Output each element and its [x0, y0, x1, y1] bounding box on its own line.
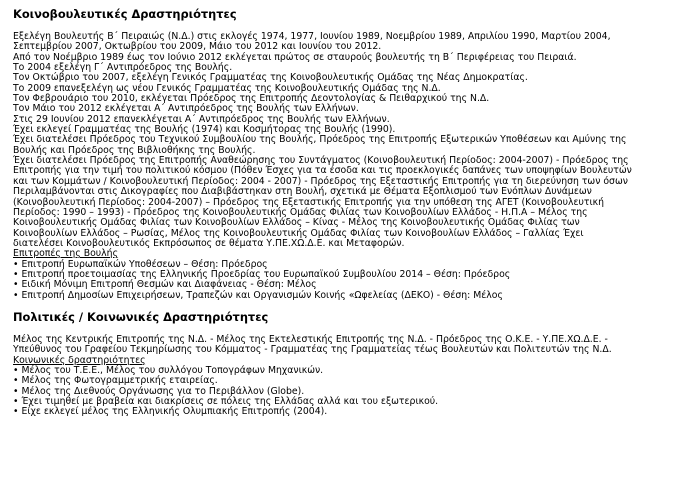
parliament-committees-list — [13, 260, 693, 301]
list-item: • Ειδική Μόνιμη Επιτροπή Θεσμών και Διαφάνειας - Θέση: Μέλος — [13, 280, 693, 290]
text-line: Στις 29 Ιουνίου 2012 επανεκλέγεται Α΄ Αντιπρόεδρος της Βουλής των Ελλήνων. — [13, 113, 390, 125]
list-item: • Είχε εκλεγεί μέλος της Ελληνικής Ολυμπιακής Επιτροπής (2004). — [13, 407, 693, 417]
list-item: • Επιτροπή Δημοσίων Επιχειρήσεων, Τραπεζών και Οργανισμών Κοινής «Ωφελείας (ΔΕΚΟ) - Θέση: Μέλος — [13, 291, 693, 301]
parliament-committees-subheading: Επιτροπές της Βουλής — [13, 248, 119, 260]
text-line: Μέλος της Κεντρικής Επιτροπής της Ν.Δ. - Μέλος της Εκτελεστικής Επιτροπής της Ν.Δ. - Πρόεδρος της Ο.Κ.Ε. - Υ.ΠΕ.ΧΩ.Δ.Ε. - — [13, 333, 608, 345]
text-line: διατελέσει Κοινοβουλευτικός Εκπρόσωπος σε θέματα Υ.ΠΕ.ΧΩ.Δ.Ε. και Μεταφορών. — [13, 237, 405, 249]
text-line: Κοινοβουλίων Ελλάδος – Ρωσίας, Μέλος της Κοινοβουλευτικής Ομάδας Φιλίας των Κοινοβουλίων Ελλάδος – Γαλλίας Έχει — [13, 227, 584, 239]
parliamentary-activities-heading: Κοινοβουλευτικές Δραστηριότητες — [13, 7, 237, 21]
political-social-activities-text — [13, 335, 693, 356]
parliamentary-activities-text — [13, 32, 693, 249]
text-line: Κοινοβουλευτικής Ομάδας Φιλίας των Κοινοβουλίων Ελλάδος – Κίνας - Μέλος της Κοινοβουλευτικής Ομάδας Φιλίας των — [13, 217, 580, 229]
list-item: • Επιτροπή προετοιμασίας της Ελληνικής Προεδρίας του Ευρωπαϊκού Συμβουλίου 2014 – Θέση: Πρόεδρος — [13, 270, 693, 280]
text-line: Το 2009 επανεξελέγη ως νέου Γενικός Γραμματέας της Κοινοβουλευτικής Ομάδας της Ν.Δ. — [13, 82, 441, 94]
text-line: Έχει διατελέσει Πρόεδρος του Τεχνικού Συμβουλίου της Βουλής, Πρόεδρος της Επιτροπής Εξωτερικών Υποθέσεων και Αμύνης της — [13, 134, 627, 146]
political-social-activities-section — [13, 311, 693, 418]
list-item: • Μέλος του Τ.Ε.Ε., Μέλος του συλλόγου Τοπογράφων Μηχανικών. — [13, 366, 693, 376]
social-activities-subheading: Κοινωνικές δραστηριότητες — [13, 354, 146, 366]
text-line: Επιτροπής για την τιμή του πολιτικού κόσμου (Πόθεν Έσχες για τα έσοδα και τις προεκλογικές δαπάνες των υποψηφίων Βουλευτών — [13, 165, 632, 177]
text-line: Το 2004 εξελέγη Γ΄ Αντιπρόεδρος της Βουλής. — [13, 62, 233, 74]
text-line: Περίοδος: 1990 – 1993) - Πρόεδρος της Κοινοβουλευτικής Ομάδας Φιλίας των Κοινοβουλίων Ελλάδος - Η.Π.Α – Μέλος της — [13, 206, 588, 218]
text-line: (Κοινοβουλευτική Περίοδος: 2004-2007) – Πρόεδρος της Εξεταστικής Επιτροπής για την υπόθεση της ΑΓΕΤ (Κοινοβουλευτική — [13, 196, 604, 208]
list-item: • Μέλος της Διεθνούς Οργάνωσης για το Περιβάλλον (Globe). — [13, 387, 693, 397]
text-line: Τον Μάιο του 2012 εκλέγεται Α΄ Αντιπρόεδρος της Βουλής των Ελλήνων. — [13, 103, 359, 115]
list-item: • Έχει τιμηθεί με βραβεία και διακρίσεις σε πόλεις της Ελλάδας αλλά και του εξωτερικού. — [13, 397, 693, 407]
social-activities-list — [13, 366, 693, 418]
text-line: Τον Φεβρουάριο του 2010, εκλέγεται Πρόεδρος της Επιτροπής Δεοντολογίας & Πειθαρχικού της Ν.Δ. — [13, 93, 490, 105]
list-item: • Επιτροπή Ευρωπαϊκών Υποθέσεων – Θέση: Πρόεδρος — [13, 260, 693, 270]
parliamentary-activities-section — [13, 8, 693, 301]
text-line: Βουλής και Πρόεδρος της Βιβλιοθήκης της Βουλής. — [13, 144, 256, 156]
list-item: • Μέλος της Φωτογραμμετρικής εταιρείας. — [13, 376, 693, 386]
text-line: Από τον Νοέμβριο 1989 έως τον Ιούνιο 2012 εκλέγεται πρώτος σε σταυρούς βουλευτής τη Β΄ Περιφέρειας του Πειραιά. — [13, 51, 577, 63]
text-line: και των Κομμάτων / Κοινοβουλευτική Περίοδος: 2004 - 2007) - Πρόεδρος της Εξεταστικής Επιτροπής για τη διερεύνηση των όσων — [13, 175, 628, 187]
text-line: Εξελέγη Βουλευτής Β΄ Πειραιώς (Ν.Δ.) στις εκλογές 1974, 1977, Ιουνίου 1989, Νοεμβρίου 1989, Απριλίου 1990, Μαρτίου 2004, — [13, 31, 611, 42]
text-line: Έχει εκλεγεί Γραμματέας της Βουλής (1974) και Κοσμήτορας της Βουλής (1990). — [13, 124, 396, 136]
text-line: Σεπτεμβρίου 2007, Οκτωβρίου του 2009, Μάιο του 2012 και Ιουνίου του 2012. — [13, 41, 382, 53]
text-line: Υπεύθυνος του Γραφείου Τεκμηρίωσης του Κόμματος - Γραμματέας της Γραμματείας τέως Βουλευτών και Πολιτευτών της Ν.Δ. — [13, 344, 612, 356]
text-line: Τον Οκτώβριο του 2007, εξελέγη Γενικός Γραμματέας της Κοινοβουλευτικής Ομάδας της Νέας Δημοκρατίας. — [13, 72, 528, 84]
text-line: Περιλαμβάνονται στις Δικογραφίες που Διαβιβάστηκαν στη Βουλή, σχετικά με Θέματα Εξοπλισμού των Ενόπλων Δυνάμεων — [13, 186, 592, 198]
political-social-activities-heading: Πολιτικές / Κοινωνικές Δραστηριότητες — [13, 309, 269, 324]
text-line: Έχει διατελέσει Πρόεδρος της Επιτροπής Αναθεώρησης του Συντάγματος (Κοινοβουλευτική Περίοδος: 2004-2007) - Πρόεδρος της — [13, 155, 629, 167]
